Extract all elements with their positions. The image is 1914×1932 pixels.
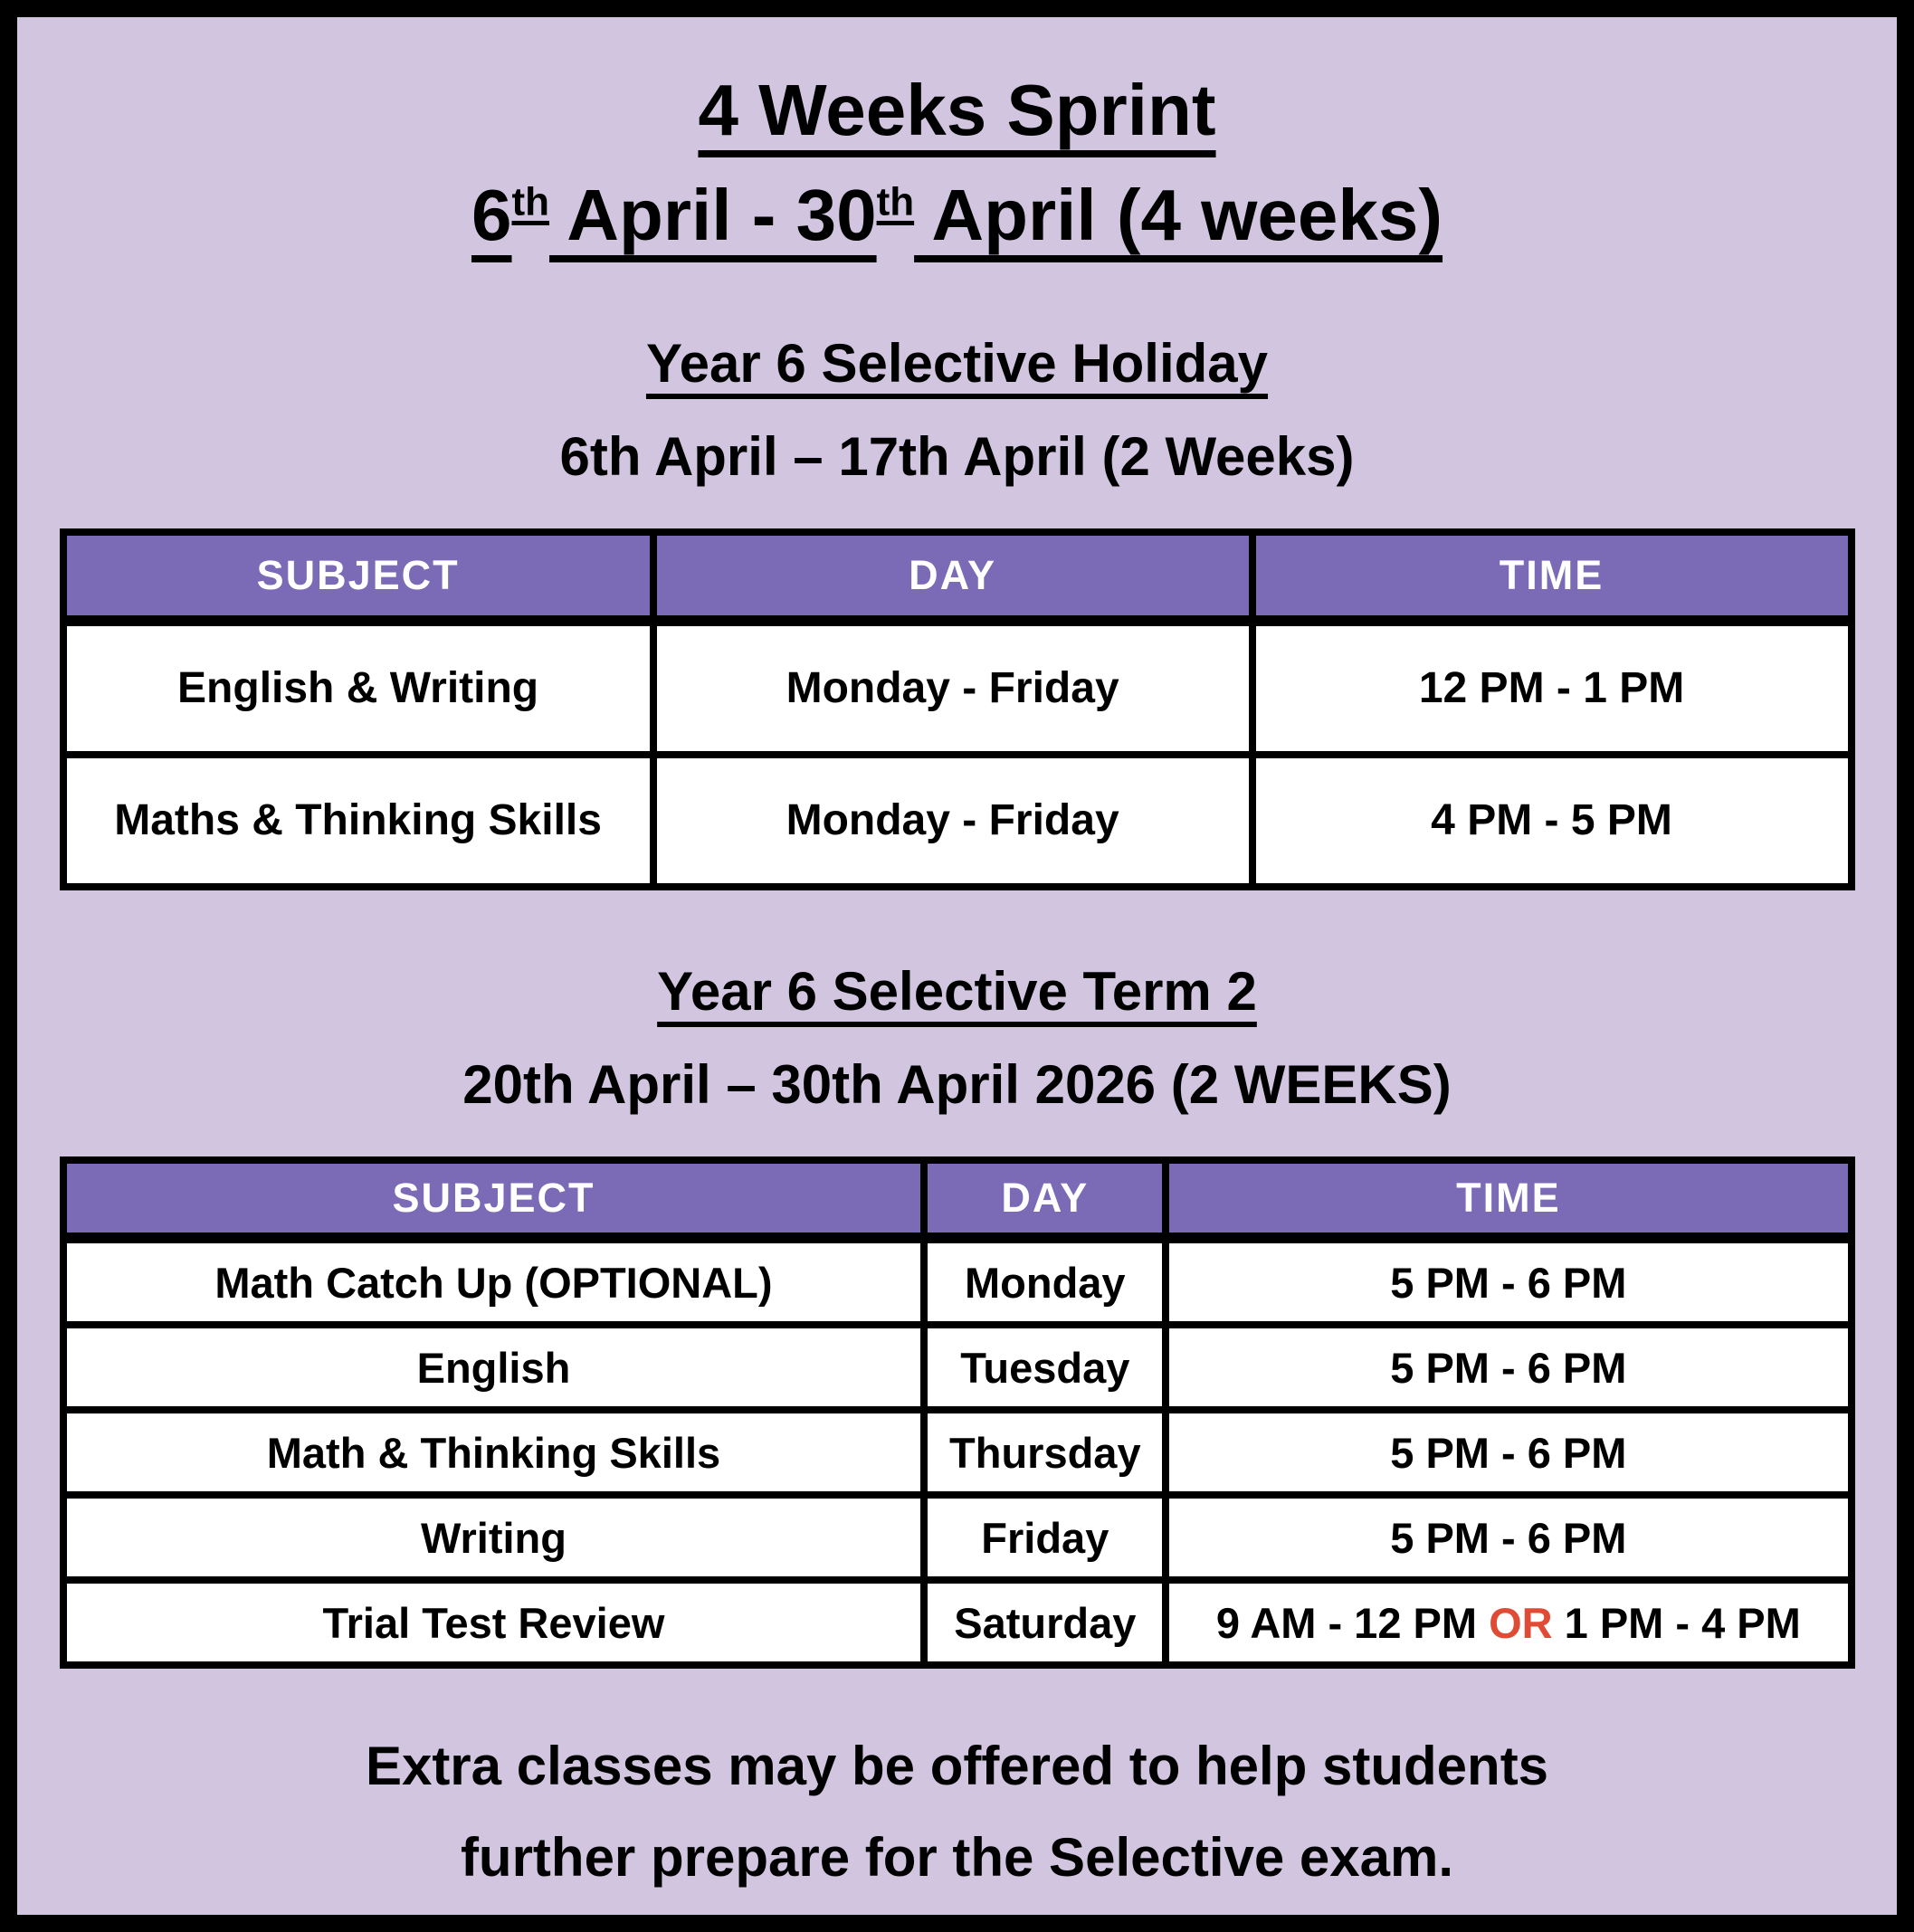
table-row: [63, 1325, 1852, 1410]
table-header-row: [63, 532, 1852, 621]
cell-time: [1166, 1580, 1851, 1665]
section-heading-holiday-text: Year 6 Selective Holiday: [645, 332, 1269, 394]
ordinal-suffix: th: [876, 179, 915, 224]
time-option-1: 9 AM - 12 PM: [1215, 1598, 1490, 1647]
col-header-day: DAY: [924, 1160, 1166, 1238]
col-header-day: DAY: [653, 532, 1252, 621]
table-row: [63, 1410, 1852, 1495]
cell-day: Monday - Friday: [653, 755, 1252, 887]
footer-note: [17, 1721, 1897, 1904]
cell-day: Friday: [924, 1495, 1166, 1580]
cell-time: 5 PM - 6 PM: [1166, 1495, 1851, 1580]
cell-subject: English: [63, 1325, 925, 1410]
section-dates-term2: 20th April – 30th April 2026 (2 WEEKS): [462, 1054, 1452, 1116]
cell-time: 5 PM - 6 PM: [1166, 1410, 1851, 1495]
cell-time: 5 PM - 6 PM: [1166, 1238, 1851, 1325]
cell-time: 4 PM - 5 PM: [1252, 755, 1852, 887]
cell-subject: Trial Test Review: [63, 1580, 925, 1665]
table-row: [63, 1238, 1852, 1325]
section-heading-term2-text: Year 6 Selective Term 2: [657, 960, 1257, 1022]
cell-subject: Maths & Thinking Skills: [63, 755, 653, 887]
col-header-subject: SUBJECT: [63, 1160, 925, 1238]
cell-day: Monday - Friday: [653, 621, 1252, 755]
cell-time: 5 PM - 6 PM: [1166, 1325, 1851, 1410]
time-option-2: 1 PM - 4 PM: [1552, 1598, 1801, 1647]
date-range-part: April (4 weeks): [914, 175, 1443, 256]
page-date-range: [17, 169, 1897, 262]
col-header-time: TIME: [1252, 532, 1852, 621]
or-separator: OR: [1489, 1598, 1553, 1647]
table-row: [63, 621, 1852, 755]
table-header-row: [63, 1160, 1852, 1238]
section-heading-holiday: [17, 328, 1897, 399]
term2-table-head: [63, 1160, 1852, 1238]
col-header-time: TIME: [1166, 1160, 1851, 1238]
page-title: [17, 64, 1897, 157]
term2-table-body: [63, 1238, 1852, 1665]
cell-day: Saturday: [924, 1580, 1166, 1665]
table-row: [63, 1580, 1852, 1665]
cell-day: Thursday: [924, 1410, 1166, 1495]
holiday-table-head: [63, 532, 1852, 621]
footer-note-line2: further prepare for the Selective exam.: [460, 1826, 1454, 1888]
cell-subject: Writing: [63, 1495, 925, 1580]
cell-subject: Math Catch Up (OPTIONAL): [63, 1238, 925, 1325]
flyer-page: [17, 17, 1897, 1915]
table-row: [63, 755, 1852, 887]
cell-subject: Math & Thinking Skills: [63, 1410, 925, 1495]
cell-day: Tuesday: [924, 1325, 1166, 1410]
cell-subject: English & Writing: [63, 621, 653, 755]
col-header-subject: SUBJECT: [63, 532, 653, 621]
cell-day: Monday: [924, 1238, 1166, 1325]
holiday-table-body: [63, 621, 1852, 887]
holiday-schedule-table: [60, 528, 1855, 890]
ordinal-suffix: th: [511, 179, 550, 224]
footer-note-line1: Extra classes may be offered to help students: [365, 1736, 1549, 1797]
table-row: [63, 1495, 1852, 1580]
date-range-part: April - 30: [549, 175, 877, 256]
section-heading-term2: [17, 956, 1897, 1027]
section-dates-holiday: 6th April – 17th April (2 Weeks): [559, 425, 1355, 487]
term2-schedule-table: [60, 1156, 1855, 1669]
cell-time: 12 PM - 1 PM: [1252, 621, 1852, 755]
page-title-text: 4 Weeks Sprint: [698, 70, 1216, 150]
date-range-part: 6: [471, 175, 512, 256]
